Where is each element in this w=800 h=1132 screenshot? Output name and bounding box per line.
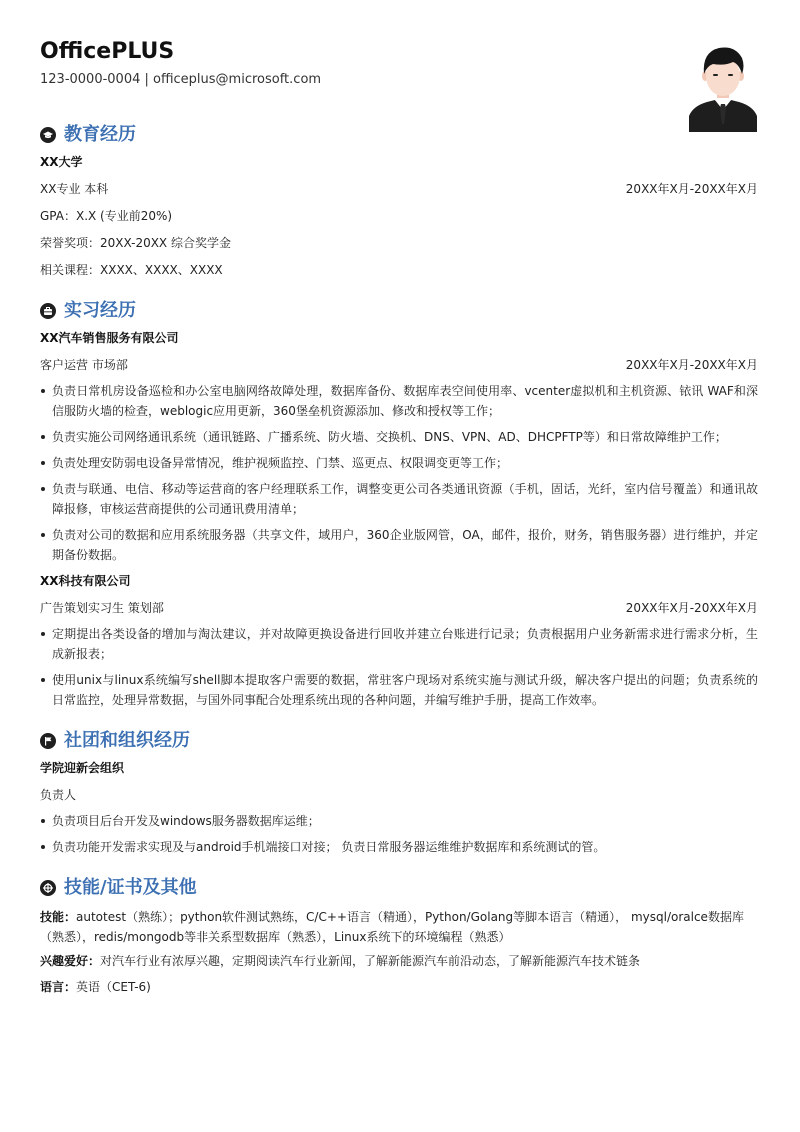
gpa: GPA：X.X (专业前20%) (40, 209, 173, 223)
club-org: 学院迎新会组织 (40, 761, 125, 775)
briefcase-icon (40, 303, 56, 319)
crosshair-icon (40, 880, 56, 896)
job-role-row (40, 598, 758, 618)
job-duties (40, 381, 758, 565)
education-date: 20XX年X月-20XX年X月 (625, 182, 758, 196)
resume-page (40, 36, 758, 997)
job-date: 20XX年X月-20XX年X月 (625, 358, 758, 372)
internship-title: 实习经历 (64, 300, 136, 321)
honors: 荣誉奖项：20XX-20XX 综合奖学金 (40, 236, 231, 250)
clubs-title: 社团和组织经历 (64, 730, 190, 751)
list-item: 使用unix与linux系统编写shell脚本提取客户需要的数据，常驻客户现场对系统实施与测试升级，解决客户提出的问题；负责系统的日常监控，处理异常数据，与国外同事配合处理系统出现的各种问题，并编写维护手册，提高工作效率。 (40, 670, 758, 710)
list-item: 负责功能开发需求实现及与android手机端接口对接； 负责日常服务器运维维护数据库和系统测试的管。 (40, 837, 758, 857)
company-name: XX科技有限公司 (40, 574, 131, 588)
list-item: 负责对公司的数据和应用系统服务器（共享文件，域用户，360企业版网管，OA，邮件，报价，财务，销售服务器）进行维护，并定期备份数据。 (40, 525, 758, 565)
graduation-cap-icon (40, 127, 56, 143)
list-item: 负责实施公司网络通讯系统（通讯链路、广播系统、防火墙、交换机、DNS、VPN、AD、DHCPFTP等）和日常故障维护工作； (40, 427, 758, 447)
language-line (40, 977, 758, 997)
education-major-row (40, 179, 758, 199)
internship-section-header (40, 296, 758, 326)
hobby-text: 对汽车行业有浓厚兴趣，定期阅读汽车行业新闻，了解新能源汽车前沿动态，了解新能源汽车技术链条 (100, 954, 641, 968)
club-duties (40, 811, 758, 857)
school-name: XX大学 (40, 155, 83, 169)
courses: 相关课程：XXXX、XXXX、XXXX (40, 263, 223, 277)
job-role: 广告策划实习生 策划部 (40, 601, 164, 615)
list-item: 负责日常机房设备巡检和办公室电脑网络故障处理，数据库备份、数据库表空间使用率、vcenter虚拟机和主机资源、铱讯 WAF和深信服防火墙的检查，weblogic应用更新，360堡垒机资源添加、修改和授权等工作； (40, 381, 758, 421)
job-date: 20XX年X月-20XX年X月 (625, 601, 758, 615)
job-role: 客户运营 市场部 (40, 358, 128, 372)
candidate-name: OfficePLUS (40, 39, 175, 64)
skills-label: 技能： (40, 910, 77, 924)
list-item: 负责与联通、电信、移动等运营商的客户经理联系工作，调整变更公司各类通讯资源（手机，固话，光纤，室内信号覆盖）和通讯故障报修，审核运营商提供的公司通讯费用清单； (40, 479, 758, 519)
language-label: 语言： (40, 980, 77, 994)
job-2 (40, 571, 758, 710)
major: XX专业 本科 (40, 182, 109, 196)
skills-text: autotest（熟练）；python软件测试熟练，C/C++语言（精通），Python/Golang等脚本语言（精通）， mysql/oralce数据库（熟悉），redis/mongodb等非关系型数据库（熟悉），Linux系统下的环境编程（熟悉） (40, 910, 744, 944)
clubs-section-header (40, 726, 758, 756)
job-duties (40, 624, 758, 710)
job-1 (40, 328, 758, 565)
education-section-header (40, 120, 758, 150)
hobby-label: 兴趣爱好： (40, 954, 101, 968)
list-item: 负责项目后台开发及windows服务器数据库运维； (40, 811, 758, 831)
flag-icon (40, 733, 56, 749)
job-role-row (40, 355, 758, 375)
club-role: 负责人 (40, 788, 77, 802)
list-item: 定期提出各类设备的增加与淘汰建议，并对故障更换设备进行回收并建立台账进行记录；负责根据用户业务新需求进行需求分析，生成新报表； (40, 624, 758, 664)
language-text: 英语（CET-6) (76, 980, 151, 994)
skills-title: 技能/证书及其他 (64, 877, 197, 898)
education-title: 教育经历 (64, 124, 136, 145)
skills-section-header (40, 873, 758, 903)
hobby-line (40, 951, 758, 971)
skills-line (40, 907, 758, 947)
contact-info: 123-0000-0004 | officeplus@microsoft.com (40, 72, 322, 87)
list-item: 负责处理安防弱电设备异常情况，维护视频监控、门禁、巡更点、权限调变更等工作； (40, 453, 758, 473)
company-name: XX汽车销售服务有限公司 (40, 331, 179, 345)
